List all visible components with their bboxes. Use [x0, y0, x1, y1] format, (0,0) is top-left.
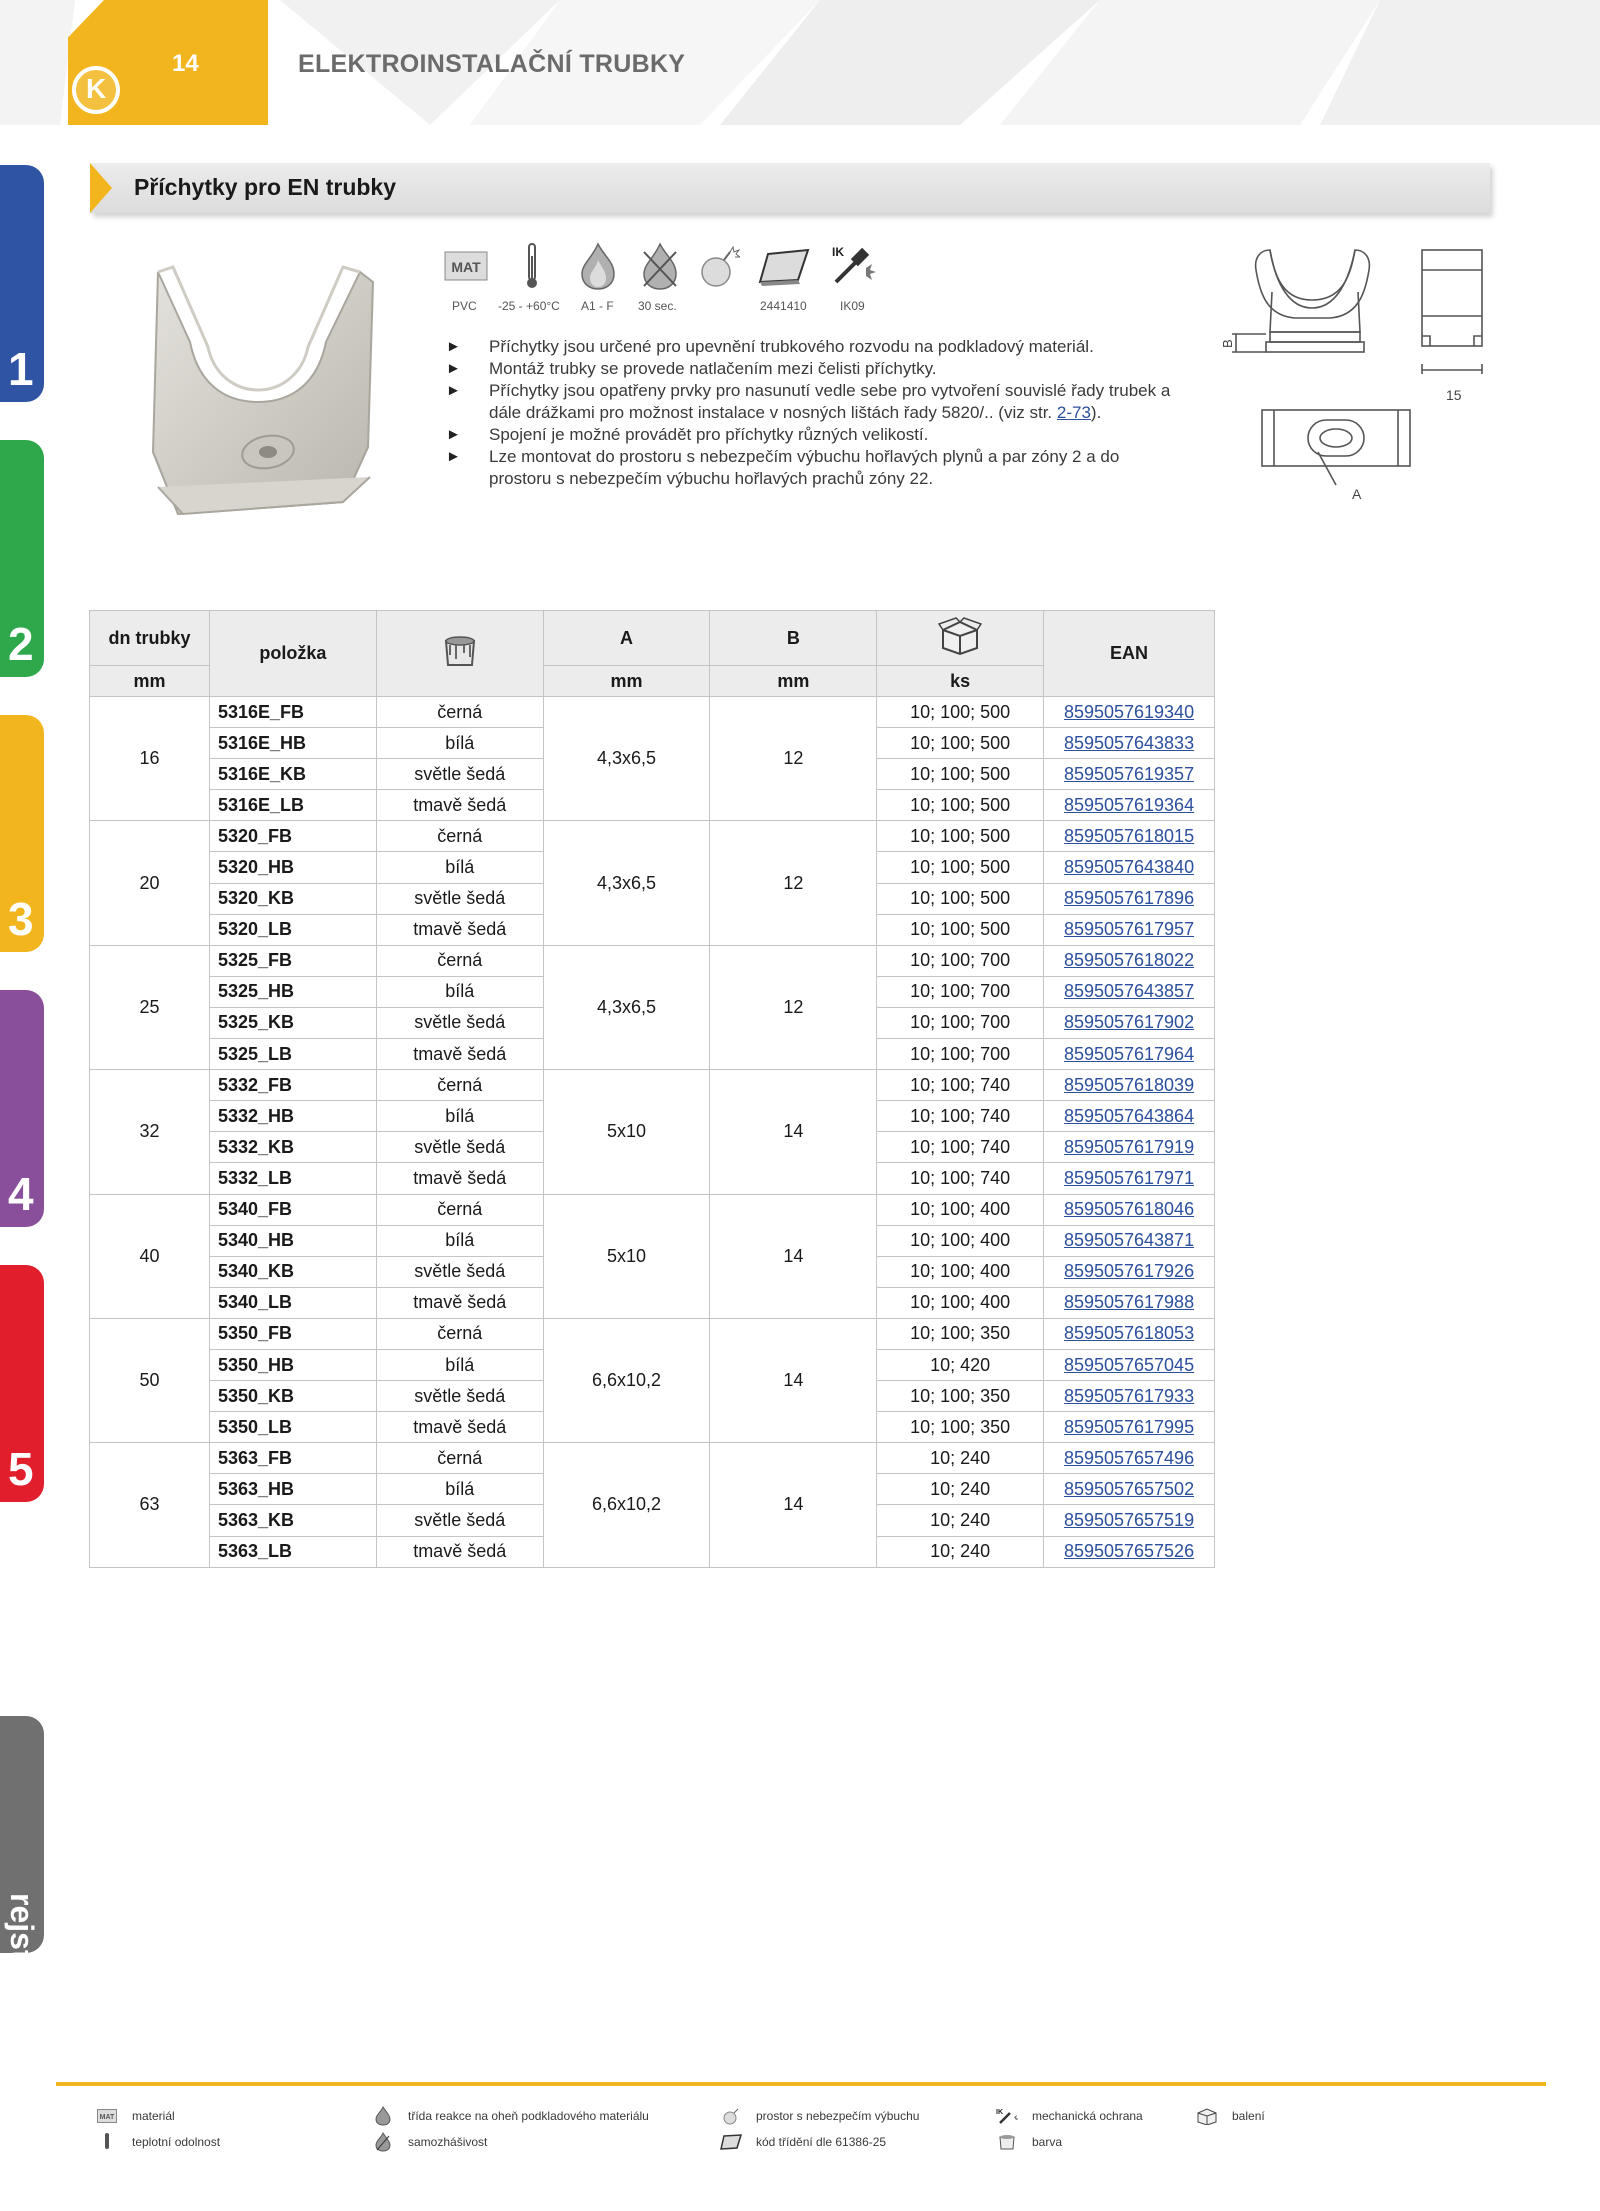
cell-pack: 10; 100; 350	[877, 1381, 1044, 1412]
cell-item: 5316E_HB	[209, 728, 376, 759]
cell-b: 12	[710, 821, 877, 945]
cell-ean	[1044, 1039, 1215, 1070]
cell-dn: 50	[90, 1318, 210, 1442]
cell-pack: 10; 240	[877, 1474, 1044, 1505]
cell-b: 12	[710, 945, 877, 1069]
header-ean: EAN	[1044, 611, 1215, 697]
cell-ean	[1044, 1318, 1215, 1349]
cell-pack: 10; 100; 400	[877, 1287, 1044, 1318]
ean-link[interactable]: 8595057618015	[1063, 825, 1195, 846]
cell-item: 5325_LB	[209, 1039, 376, 1070]
cell-ean	[1044, 821, 1215, 852]
list-item: ► Lze montovat do prostoru s nebezpečím výbuchu hořlavých plynů a par zóny 2 a do prostoru s nebezpečím výbuchu hořlavých prachů zóny 22.	[446, 446, 1186, 490]
cell-ean	[1044, 1132, 1215, 1163]
ean-link[interactable]: 8595057619357	[1063, 763, 1195, 784]
page-header	[0, 0, 1600, 125]
cell-a: 5x10	[543, 1194, 710, 1318]
cell-color: bílá	[376, 1349, 543, 1380]
ean-link[interactable]: 8595057657045	[1063, 1354, 1195, 1375]
list-item: ► Montáž trubky se provede natlačením mezi čelisti příchytky.	[446, 358, 1186, 380]
flame-icon	[568, 240, 628, 292]
cell-ean	[1044, 1443, 1215, 1474]
cell-pack: 10; 240	[877, 1536, 1044, 1567]
cell-color: tmavě šedá	[376, 1287, 543, 1318]
mechanical-protection-icon	[824, 240, 884, 292]
thermometer-icon	[96, 2133, 118, 2151]
ean-link[interactable]: 8595057617926	[1063, 1261, 1195, 1282]
cell-ean	[1044, 945, 1215, 976]
cell-ean	[1044, 790, 1215, 821]
cell-item: 5363_FB	[209, 1443, 376, 1474]
tab-chapter-3[interactable]: 3	[0, 715, 44, 952]
cell-ean	[1044, 1225, 1215, 1256]
classification-code-icon	[720, 2133, 742, 2151]
cell-pack: 10; 100; 500	[877, 914, 1044, 945]
drawing-label-15: 15	[1446, 387, 1462, 403]
cell-item: 5363_LB	[209, 1536, 376, 1567]
legend-item: IK mechanická ochrana	[996, 2109, 1143, 2123]
cell-item: 5332_FB	[209, 1070, 376, 1101]
header-b: B	[710, 611, 877, 666]
cell-a: 4,3x6,5	[543, 697, 710, 821]
cell-pack: 10; 100; 500	[877, 790, 1044, 821]
tab-chapter-5[interactable]: 5	[0, 1265, 44, 1502]
ean-link[interactable]: 8595057619340	[1063, 701, 1195, 722]
svg-text:MAT: MAT	[451, 259, 481, 275]
cell-item: 5350_HB	[209, 1349, 376, 1380]
ean-link[interactable]: 8595057617964	[1063, 1043, 1195, 1064]
cell-ean	[1044, 1256, 1215, 1287]
cell-ean	[1044, 1381, 1215, 1412]
cell-b: 14	[710, 1318, 877, 1442]
legend-item: balení	[1196, 2107, 1265, 2125]
cell-color: bílá	[376, 1101, 543, 1132]
cell-ean	[1044, 759, 1215, 790]
cell-ean	[1044, 1474, 1215, 1505]
cell-dn: 20	[90, 821, 210, 945]
ean-link[interactable]: 8595057643871	[1063, 1230, 1195, 1251]
cell-ean	[1044, 1194, 1215, 1225]
cell-item: 5340_FB	[209, 1194, 376, 1225]
product-table	[89, 610, 1215, 1568]
cell-dn: 16	[90, 697, 210, 821]
package-icon	[877, 611, 1044, 666]
cell-b: 14	[710, 1443, 877, 1567]
unit-b: mm	[710, 666, 877, 697]
cell-pack: 10; 100; 500	[877, 759, 1044, 790]
cell-pack: 10; 100; 700	[877, 945, 1044, 976]
unit-a: mm	[543, 666, 710, 697]
svg-text:IK: IK	[832, 245, 844, 259]
unit-dn: mm	[90, 666, 210, 697]
page-number: 14	[172, 50, 199, 77]
cell-color: černá	[376, 1318, 543, 1349]
explosion-icon	[720, 2107, 742, 2125]
property-label-material: PVC	[452, 299, 477, 313]
cell-item: 5363_KB	[209, 1505, 376, 1536]
cell-pack: 10; 100; 740	[877, 1070, 1044, 1101]
cell-ean	[1044, 1287, 1215, 1318]
ean-link[interactable]: 8595057643864	[1063, 1105, 1195, 1126]
unit-pack: ks	[877, 666, 1044, 697]
ean-link[interactable]: 8595057657496	[1063, 1447, 1195, 1468]
cell-pack: 10; 100; 700	[877, 1039, 1044, 1070]
cell-ean	[1044, 1505, 1215, 1536]
cell-item: 5316E_KB	[209, 759, 376, 790]
property-label-temperature: -25 - +60°C	[498, 299, 560, 313]
classification-code-icon	[754, 240, 814, 292]
self-extinguish-icon	[630, 240, 690, 292]
ean-link[interactable]: 8595057657526	[1063, 1541, 1195, 1562]
property-label-classification: 2441410	[760, 299, 807, 313]
ean-link[interactable]: 8595057617995	[1063, 1416, 1195, 1437]
cell-item: 5332_HB	[209, 1101, 376, 1132]
cell-color: světle šedá	[376, 883, 543, 914]
ean-link[interactable]: 8595057617919	[1063, 1136, 1195, 1157]
color-icon	[996, 2133, 1018, 2151]
cell-pack: 10; 100; 700	[877, 976, 1044, 1007]
cell-item: 5325_HB	[209, 976, 376, 1007]
cell-color: tmavě šedá	[376, 1039, 543, 1070]
cell-item: 5340_LB	[209, 1287, 376, 1318]
cell-a: 6,6x10,2	[543, 1318, 710, 1442]
ean-link[interactable]: 8595057657519	[1063, 1509, 1195, 1530]
cell-item: 5320_LB	[209, 914, 376, 945]
legend-item: MAT materiál	[96, 2107, 175, 2125]
cell-pack: 10; 100; 400	[877, 1194, 1044, 1225]
ean-link[interactable]: 8595057657502	[1063, 1478, 1195, 1499]
svg-text:MAT: MAT	[99, 2114, 115, 2121]
ean-link[interactable]: 8595057617988	[1063, 1292, 1195, 1313]
cell-pack: 10; 100; 400	[877, 1256, 1044, 1287]
cell-dn: 25	[90, 945, 210, 1069]
cell-ean	[1044, 883, 1215, 914]
cell-color: světle šedá	[376, 1007, 543, 1038]
self-extinguish-icon	[372, 2133, 394, 2151]
cell-item: 5320_KB	[209, 883, 376, 914]
ean-link[interactable]: 8595057617933	[1063, 1385, 1195, 1406]
cell-ean	[1044, 697, 1215, 728]
feature-list	[446, 336, 1186, 490]
cell-color: bílá	[376, 852, 543, 883]
ean-link[interactable]: 8595057618022	[1063, 950, 1195, 971]
legend-item: prostor s nebezpečím výbuchu	[720, 2107, 919, 2125]
legend-item: teplotní odolnost	[96, 2133, 220, 2151]
mechanical-protection-icon	[996, 2107, 1018, 2125]
cell-ean	[1044, 1412, 1215, 1443]
header-a: A	[543, 611, 710, 666]
list-item: ► Příchytky jsou opatřeny prvky pro nasunutí vedle sebe pro vytvoření souvislé řady trubek a dále drážkami pro možnost instalace v nosných lištách řady 5820/.. (viz str. 2-73).	[446, 380, 1186, 424]
cell-dn: 32	[90, 1070, 210, 1194]
ean-link[interactable]: 8595057617896	[1063, 888, 1195, 909]
property-label-self-extinguish: 30 sec.	[638, 299, 677, 313]
tab-chapter-4[interactable]: 4	[0, 990, 44, 1227]
cell-a: 6,6x10,2	[543, 1443, 710, 1567]
tab-chapter-2[interactable]: 2	[0, 440, 44, 677]
cell-pack: 10; 240	[877, 1443, 1044, 1474]
cell-color: černá	[376, 821, 543, 852]
tab-index[interactable]: rejstřík	[0, 1716, 44, 1953]
color-icon	[376, 611, 543, 697]
legend-item: třída reakce na oheň podkladového materiálu	[372, 2107, 649, 2125]
cell-item: 5350_FB	[209, 1318, 376, 1349]
legend-item: kód třídění dle 61386-25	[720, 2133, 886, 2151]
cell-dn: 63	[90, 1443, 210, 1567]
cell-item: 5350_KB	[209, 1381, 376, 1412]
cell-a: 5x10	[543, 1070, 710, 1194]
cell-pack: 10; 100; 740	[877, 1101, 1044, 1132]
table-row	[90, 1318, 1215, 1349]
table-row	[90, 1070, 1215, 1101]
technical-drawing	[1210, 240, 1500, 510]
table-row	[90, 697, 1215, 728]
explosion-icon	[688, 240, 748, 292]
cell-item: 5340_KB	[209, 1256, 376, 1287]
cell-pack: 10; 100; 500	[877, 883, 1044, 914]
mat-icon	[436, 240, 496, 292]
ean-link[interactable]: 8595057643833	[1063, 732, 1195, 753]
cell-color: světle šedá	[376, 759, 543, 790]
drawing-label-a: A	[1352, 486, 1362, 502]
tab-chapter-1[interactable]: 1	[0, 165, 44, 402]
ean-link[interactable]: 8595057618053	[1063, 1323, 1195, 1344]
cell-item: 5316E_LB	[209, 790, 376, 821]
package-icon	[1196, 2107, 1218, 2125]
cell-color: tmavě šedá	[376, 914, 543, 945]
cell-pack: 10; 100; 740	[877, 1132, 1044, 1163]
property-label-fire-class: A1 - F	[581, 299, 614, 313]
cell-color: tmavě šedá	[376, 1163, 543, 1194]
ean-link[interactable]: 8595057617902	[1063, 1012, 1195, 1033]
cell-item: 5325_FB	[209, 945, 376, 976]
cell-ean	[1044, 1101, 1215, 1132]
cell-b: 14	[710, 1194, 877, 1318]
cell-ean	[1044, 1536, 1215, 1567]
cell-dn: 40	[90, 1194, 210, 1318]
cell-pack: 10; 240	[877, 1505, 1044, 1536]
product-photo	[128, 252, 388, 522]
flame-icon	[372, 2107, 394, 2125]
cell-pack: 10; 100; 500	[877, 728, 1044, 759]
company-logo-icon	[72, 66, 120, 114]
cell-pack: 10; 100; 400	[877, 1225, 1044, 1256]
cell-b: 12	[710, 697, 877, 821]
ean-link[interactable]: 8595057617957	[1063, 919, 1195, 940]
cell-ean	[1044, 1349, 1215, 1380]
cell-color: bílá	[376, 1225, 543, 1256]
cell-color: bílá	[376, 728, 543, 759]
cell-color: světle šedá	[376, 1505, 543, 1536]
cell-pack: 10; 100; 350	[877, 1412, 1044, 1443]
cell-b: 14	[710, 1070, 877, 1194]
table-row	[90, 1194, 1215, 1225]
header-item: položka	[209, 611, 376, 697]
legend-item: barva	[996, 2133, 1062, 2151]
cell-ean	[1044, 1070, 1215, 1101]
cell-color: černá	[376, 1070, 543, 1101]
cell-pack: 10; 100; 500	[877, 852, 1044, 883]
ean-link[interactable]: 8595057617971	[1063, 1167, 1195, 1188]
ean-link[interactable]: 8595057643840	[1063, 857, 1195, 878]
page-title: ELEKTROINSTALAČNÍ TRUBKY	[298, 50, 686, 78]
thermometer-icon	[502, 240, 562, 292]
cell-color: tmavě šedá	[376, 790, 543, 821]
ean-link[interactable]: 8595057618046	[1063, 1199, 1195, 1220]
cell-color: bílá	[376, 976, 543, 1007]
cell-color: bílá	[376, 1474, 543, 1505]
cell-pack: 10; 100; 500	[877, 821, 1044, 852]
cell-item: 5363_HB	[209, 1474, 376, 1505]
cell-color: černá	[376, 1194, 543, 1225]
list-item: ► Příchytky jsou určené pro upevnění trubkového rozvodu na podkladový materiál.	[446, 336, 1186, 358]
cell-item: 5332_KB	[209, 1132, 376, 1163]
list-item: ► Spojení je možné provádět pro příchytky různých velikostí.	[446, 424, 1186, 446]
cell-color: černá	[376, 697, 543, 728]
cell-ean	[1044, 976, 1215, 1007]
legend-item: samozhášivost	[372, 2133, 487, 2151]
cell-color: světle šedá	[376, 1381, 543, 1412]
cell-pack: 10; 100; 500	[877, 697, 1044, 728]
cell-color: černá	[376, 1443, 543, 1474]
cell-item: 5325_KB	[209, 1007, 376, 1038]
section-title: Příchytky pro EN trubky	[134, 174, 397, 200]
ean-link[interactable]: 8595057643857	[1063, 981, 1195, 1002]
cell-color: černá	[376, 945, 543, 976]
cell-ean	[1044, 1163, 1215, 1194]
cell-ean	[1044, 1007, 1215, 1038]
cell-item: 5340_HB	[209, 1225, 376, 1256]
header-dn: dn trubky	[90, 611, 210, 666]
cell-ean	[1044, 914, 1215, 945]
table-row	[90, 945, 1215, 976]
cell-ean	[1044, 728, 1215, 759]
cell-color: světle šedá	[376, 1132, 543, 1163]
page-link[interactable]: 2-73	[1056, 403, 1091, 422]
svg-text:IK: IK	[996, 2109, 1003, 2116]
cell-ean	[1044, 852, 1215, 883]
cell-pack: 10; 420	[877, 1349, 1044, 1380]
cell-item: 5320_FB	[209, 821, 376, 852]
cell-item: 5350_LB	[209, 1412, 376, 1443]
cell-color: světle šedá	[376, 1256, 543, 1287]
ean-link[interactable]: 8595057619364	[1063, 794, 1195, 815]
cell-pack: 10; 100; 700	[877, 1007, 1044, 1038]
cell-color: tmavě šedá	[376, 1412, 543, 1443]
cell-pack: 10; 100; 740	[877, 1163, 1044, 1194]
table-row	[90, 1443, 1215, 1474]
property-label-ik: IK09	[840, 299, 865, 313]
ean-link[interactable]: 8595057618039	[1063, 1074, 1195, 1095]
table-row	[90, 821, 1215, 852]
cell-item: 5320_HB	[209, 852, 376, 883]
cell-item: 5332_LB	[209, 1163, 376, 1194]
footer-divider	[56, 2082, 1546, 2086]
drawing-label-b: B	[1220, 339, 1235, 348]
cell-color: tmavě šedá	[376, 1536, 543, 1567]
mat-icon	[96, 2107, 118, 2125]
cell-item: 5316E_FB	[209, 697, 376, 728]
cell-a: 4,3x6,5	[543, 945, 710, 1069]
cell-pack: 10; 100; 350	[877, 1318, 1044, 1349]
cell-a: 4,3x6,5	[543, 821, 710, 945]
